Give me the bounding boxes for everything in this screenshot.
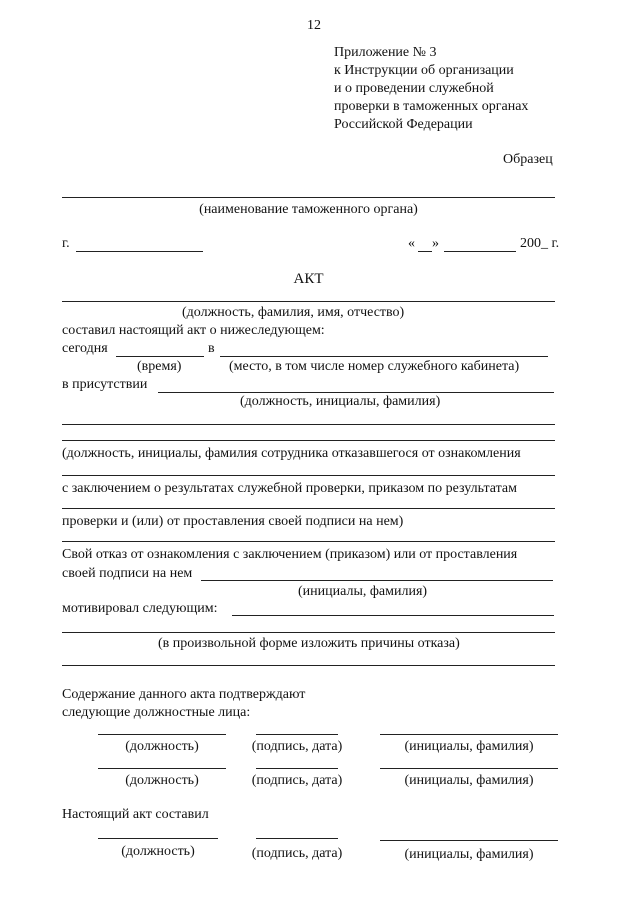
motivated-line	[232, 615, 554, 616]
appendix-line: проверки в таможенных органах	[334, 99, 529, 114]
date-year: 200_ г.	[520, 236, 560, 251]
org-name-line	[62, 197, 555, 198]
refusal-line-1: Свой отказ от ознакомления с заключением (приказом) или от проставления	[62, 547, 518, 562]
position-initials-caption: (должность, инициалы, фамилия)	[240, 394, 441, 409]
act-title: АКТ	[293, 271, 324, 287]
blank-line	[62, 475, 555, 476]
blank-line	[62, 424, 555, 425]
blank-line	[62, 632, 555, 633]
appendix-line: Российской Федерации	[334, 117, 473, 132]
check-signature-text: проверки и (или) от проставления своей подписи на нем)	[62, 514, 404, 529]
confirmation-line-1: Содержание данного акта подтверждают	[62, 687, 306, 702]
composed-by-label: Настоящий акт составил	[62, 807, 209, 822]
signature-line	[98, 838, 218, 839]
signature-line	[256, 838, 338, 839]
date-day-line	[418, 251, 432, 252]
refusal-employee-caption: (должность, инициалы, фамилия сотрудника отказавшегося от ознакомления	[62, 446, 521, 461]
city-prefix: г.	[62, 236, 70, 251]
initials-caption: (инициалы, фамилия)	[404, 739, 534, 754]
at-label: в	[208, 341, 215, 356]
city-line	[76, 251, 203, 252]
composed-text: составил настоящий акт о нижеследующем:	[62, 323, 325, 338]
signature-date-caption: (подпись, дата)	[251, 739, 343, 754]
today-label: сегодня	[62, 341, 108, 356]
initials-caption: (инициалы, фамилия)	[404, 773, 534, 788]
blank-line	[62, 440, 555, 441]
place-line	[220, 356, 548, 357]
signature-line	[98, 768, 226, 769]
signature-date-caption: (подпись, дата)	[251, 846, 343, 861]
place-caption: (место, в том числе номер служебного кабинета)	[229, 359, 520, 374]
blank-line	[62, 665, 555, 666]
time-caption: (время)	[137, 359, 182, 374]
composer-line	[62, 301, 555, 302]
signature-line	[380, 768, 558, 769]
date-open-quote: «	[408, 236, 415, 251]
initials-surname-caption: (инициалы, фамилия)	[298, 584, 428, 599]
signature-date-caption: (подпись, дата)	[251, 773, 343, 788]
signature-line	[98, 734, 226, 735]
signature-line	[380, 734, 558, 735]
time-line	[116, 356, 204, 357]
presence-line	[158, 392, 554, 393]
motivated-label: мотивировал следующим:	[62, 601, 218, 616]
position-name-caption: (должность, фамилия, имя, отчество)	[182, 305, 405, 320]
date-month-line	[444, 251, 516, 252]
position-caption: (должность)	[125, 739, 199, 754]
blank-line	[62, 541, 555, 542]
free-form-caption: (в произвольной форме изложить причины отказа)	[158, 636, 460, 651]
appendix-line: к Инструкции об организации	[334, 63, 514, 78]
blank-line	[62, 508, 555, 509]
initials-caption: (инициалы, фамилия)	[404, 847, 534, 862]
sample-label: Образец	[503, 152, 553, 167]
date-close-quote: »	[432, 236, 439, 251]
appendix-line: Приложение № 3	[334, 45, 437, 60]
refusal-line-2: своей подписи на нем	[62, 566, 193, 581]
signature-line	[256, 768, 338, 769]
appendix-line: и о проведении служебной	[334, 81, 494, 96]
page-number: 12	[307, 18, 321, 33]
presence-label: в присутствии	[62, 377, 148, 392]
signature-line	[380, 840, 558, 841]
position-caption: (должность)	[121, 844, 195, 859]
signature-line	[256, 734, 338, 735]
refusal-signature-line	[201, 580, 553, 581]
position-caption: (должность)	[125, 773, 199, 788]
org-name-caption: (наименование таможенного органа)	[199, 202, 418, 217]
confirmation-line-2: следующие должностные лица:	[62, 705, 251, 720]
with-conclusion-text: с заключением о результатах служебной проверки, приказом по результатам	[62, 481, 517, 496]
